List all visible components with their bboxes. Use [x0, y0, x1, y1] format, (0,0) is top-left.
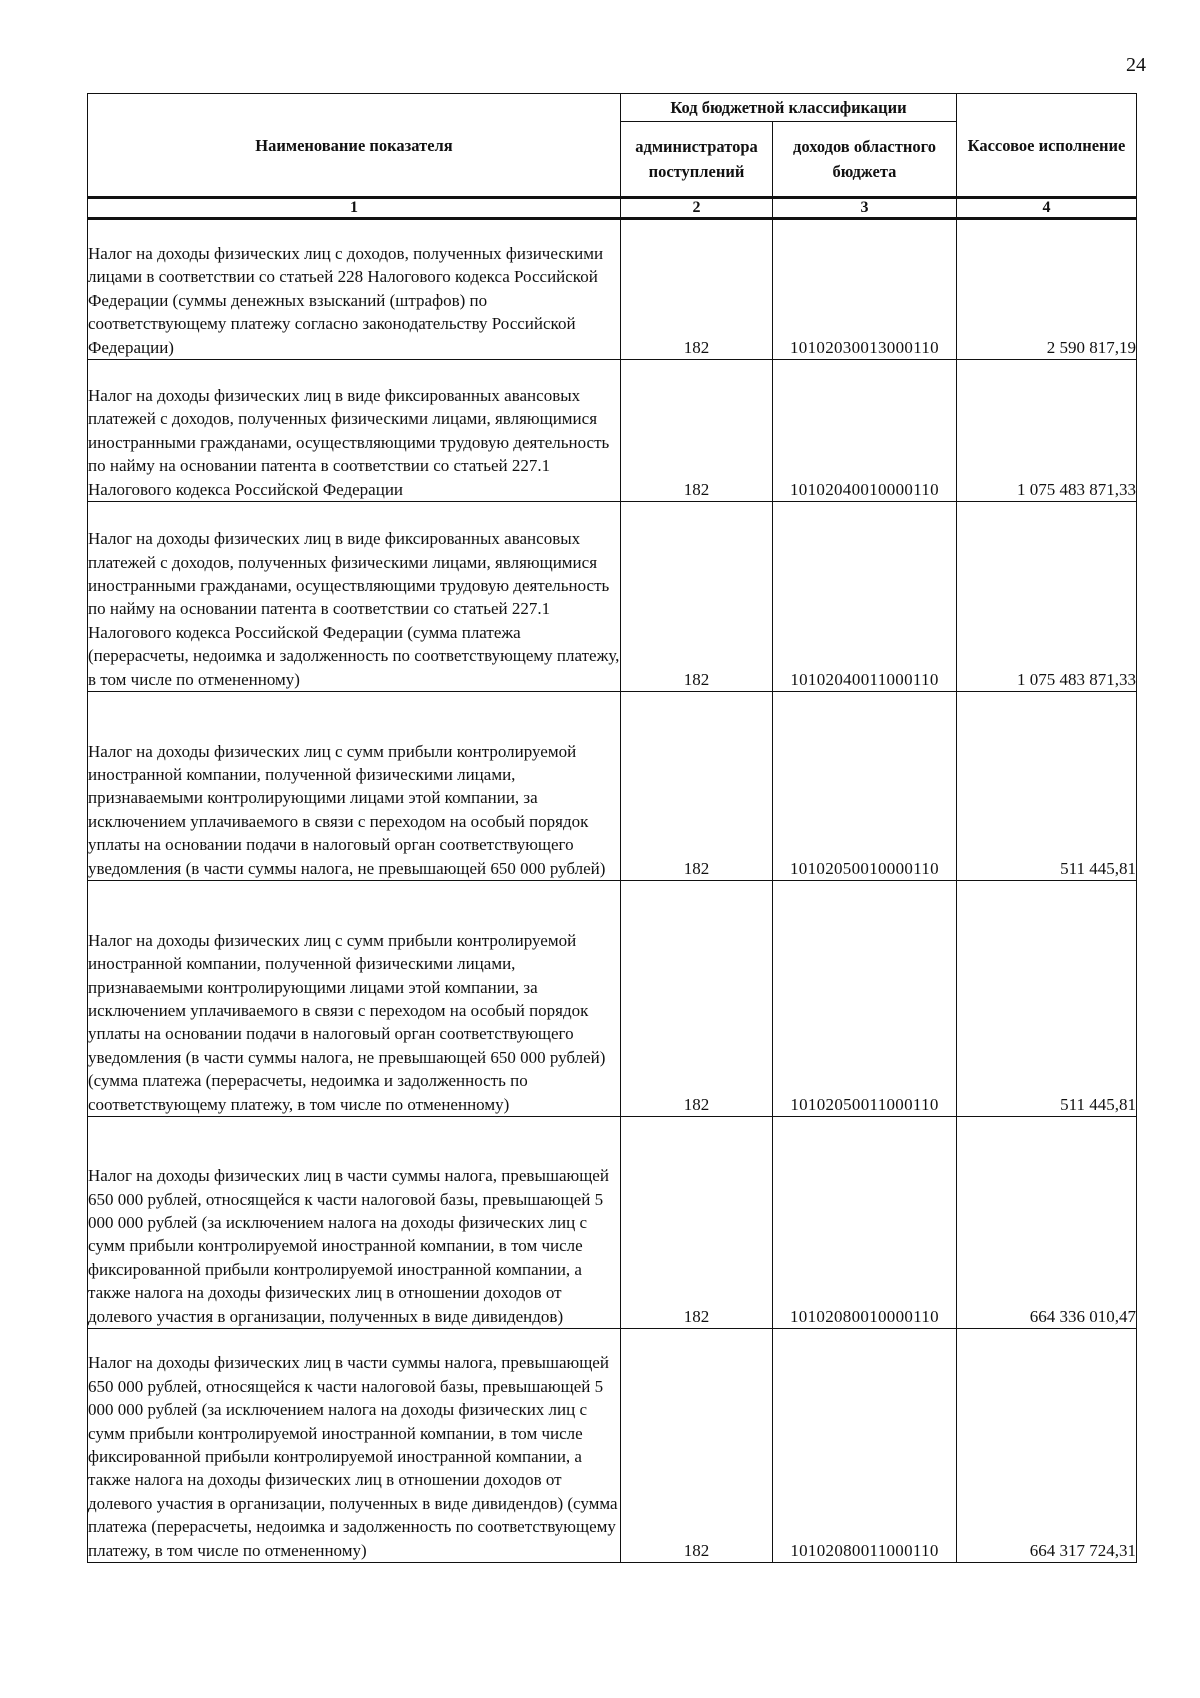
column-number-2: 2 — [621, 198, 773, 219]
administrator-code: 182 — [621, 360, 773, 502]
cash-execution-amount: 511 445,81 — [957, 692, 1137, 881]
administrator-code: 182 — [621, 692, 773, 881]
table-row — [88, 502, 1137, 692]
table-row — [88, 692, 1137, 881]
header-administrator: администратора поступлений — [621, 122, 773, 198]
income-code: 10102080010000110 — [773, 1117, 957, 1329]
cash-execution-amount: 664 336 010,47 — [957, 1117, 1137, 1329]
column-number-1: 1 — [88, 198, 621, 219]
income-code: 10102040010000110 — [773, 360, 957, 502]
cash-execution-amount: 664 317 724,31 — [957, 1329, 1137, 1563]
cash-execution-amount: 1 075 483 871,33 — [957, 360, 1137, 502]
administrator-code: 182 — [621, 881, 773, 1117]
header-regional-income: доходов областного бюджета — [773, 122, 957, 198]
indicator-name: Налог на доходы физических лиц в части суммы налога, превышающей 650 000 рублей, относящейся к части налоговой базы, превышающей 5 000 000 рублей (за исключением налога на доходы физических лиц с сумм прибыли контролируемой иностранной компании, в том числе фиксированной прибыли контролируемой иностранной компании, а также налога на доходы физических лиц в отношении доходов от долевого участия в организации, полученных в виде дивидендов) (сумма платежа (перерасчеты, недоимка и задолженность по соответствующему платежу, в том числе по отмененному) — [88, 1329, 621, 1563]
page-number: 24 — [1126, 54, 1146, 76]
income-code: 10102050011000110 — [773, 881, 957, 1117]
indicator-name: Налог на доходы физических лиц с сумм прибыли контролируемой иностранной компании, полученной физическими лицами, признаваемыми контролирующими лицами этой компании, за исключением уплачиваемого в связи с переходом на особый порядок уплаты на основании подачи в налоговый орган соответствующего уведомления (в части суммы налога, не превышающей 650 000 рублей) (сумма платежа (перерасчеты, недоимка и задолженность по соответствующему платежу, в том числе по отмененному) — [88, 881, 621, 1117]
income-code: 10102080011000110 — [773, 1329, 957, 1563]
income-code: 10102040011000110 — [773, 502, 957, 692]
header-budget-classification-code: Код бюджетной классификации — [621, 94, 957, 122]
administrator-code: 182 — [621, 219, 773, 360]
column-number-3: 3 — [773, 198, 957, 219]
indicator-name: Налог на доходы физических лиц в виде фиксированных авансовых платежей с доходов, полученных физическими лицами, являющимися иностранными гражданами, осуществляющими трудовую деятельность по найму на основании патента в соответствии со статьей 227.1 Налогового кодекса Российской Федерации (сумма платежа (перерасчеты, недоимка и задолженность по соответствующему платежу, в том числе по отмененному) — [88, 502, 621, 692]
cash-execution-amount: 511 445,81 — [957, 881, 1137, 1117]
header-cash-execution: Кассовое исполнение — [957, 94, 1137, 198]
administrator-code: 182 — [621, 1329, 773, 1563]
administrator-code: 182 — [621, 1117, 773, 1329]
cash-execution-amount: 2 590 817,19 — [957, 219, 1137, 360]
table-row — [88, 219, 1137, 360]
indicator-name: Налог на доходы физических лиц в части суммы налога, превышающей 650 000 рублей, относящейся к части налоговой базы, превышающей 5 000 000 рублей (за исключением налога на доходы физических лиц с сумм прибыли контролируемой иностранной компании, в том числе фиксированной прибыли контролируемой иностранной компании, а также налога на доходы физических лиц в отношении доходов от долевого участия в организации, полученных в виде дивидендов) — [88, 1117, 621, 1329]
income-code: 10102050010000110 — [773, 692, 957, 881]
indicator-name: Налог на доходы физических лиц в виде фиксированных авансовых платежей с доходов, полученных физическими лицами, являющимися иностранными гражданами, осуществляющими трудовую деятельность по найму на основании патента в соответствии со статьей 227.1 Налогового кодекса Российской Федерации — [88, 360, 621, 502]
cash-execution-amount: 1 075 483 871,33 — [957, 502, 1137, 692]
income-code: 10102030013000110 — [773, 219, 957, 360]
table-row — [88, 360, 1137, 502]
table-row — [88, 1329, 1137, 1563]
column-number-4: 4 — [957, 198, 1137, 219]
header-indicator-name: Наименование показателя — [88, 94, 621, 198]
indicator-name: Налог на доходы физических лиц с доходов, полученных физическими лицами в соответствии со статьей 228 Налогового кодекса Российской Федерации (суммы денежных взысканий (штрафов) по соответствующему платежу согласно законодательству Российской Федерации) — [88, 219, 621, 360]
table-row — [88, 881, 1137, 1117]
table-row — [88, 1117, 1137, 1329]
indicator-name: Налог на доходы физических лиц с сумм прибыли контролируемой иностранной компании, полученной физическими лицами, признаваемыми контролирующими лицами этой компании, за исключением уплачиваемого в связи с переходом на особый порядок уплаты на основании подачи в налоговый орган соответствующего уведомления (в части суммы налога, не превышающей 650 000 рублей) — [88, 692, 621, 881]
budget-table — [87, 93, 1137, 1563]
administrator-code: 182 — [621, 502, 773, 692]
